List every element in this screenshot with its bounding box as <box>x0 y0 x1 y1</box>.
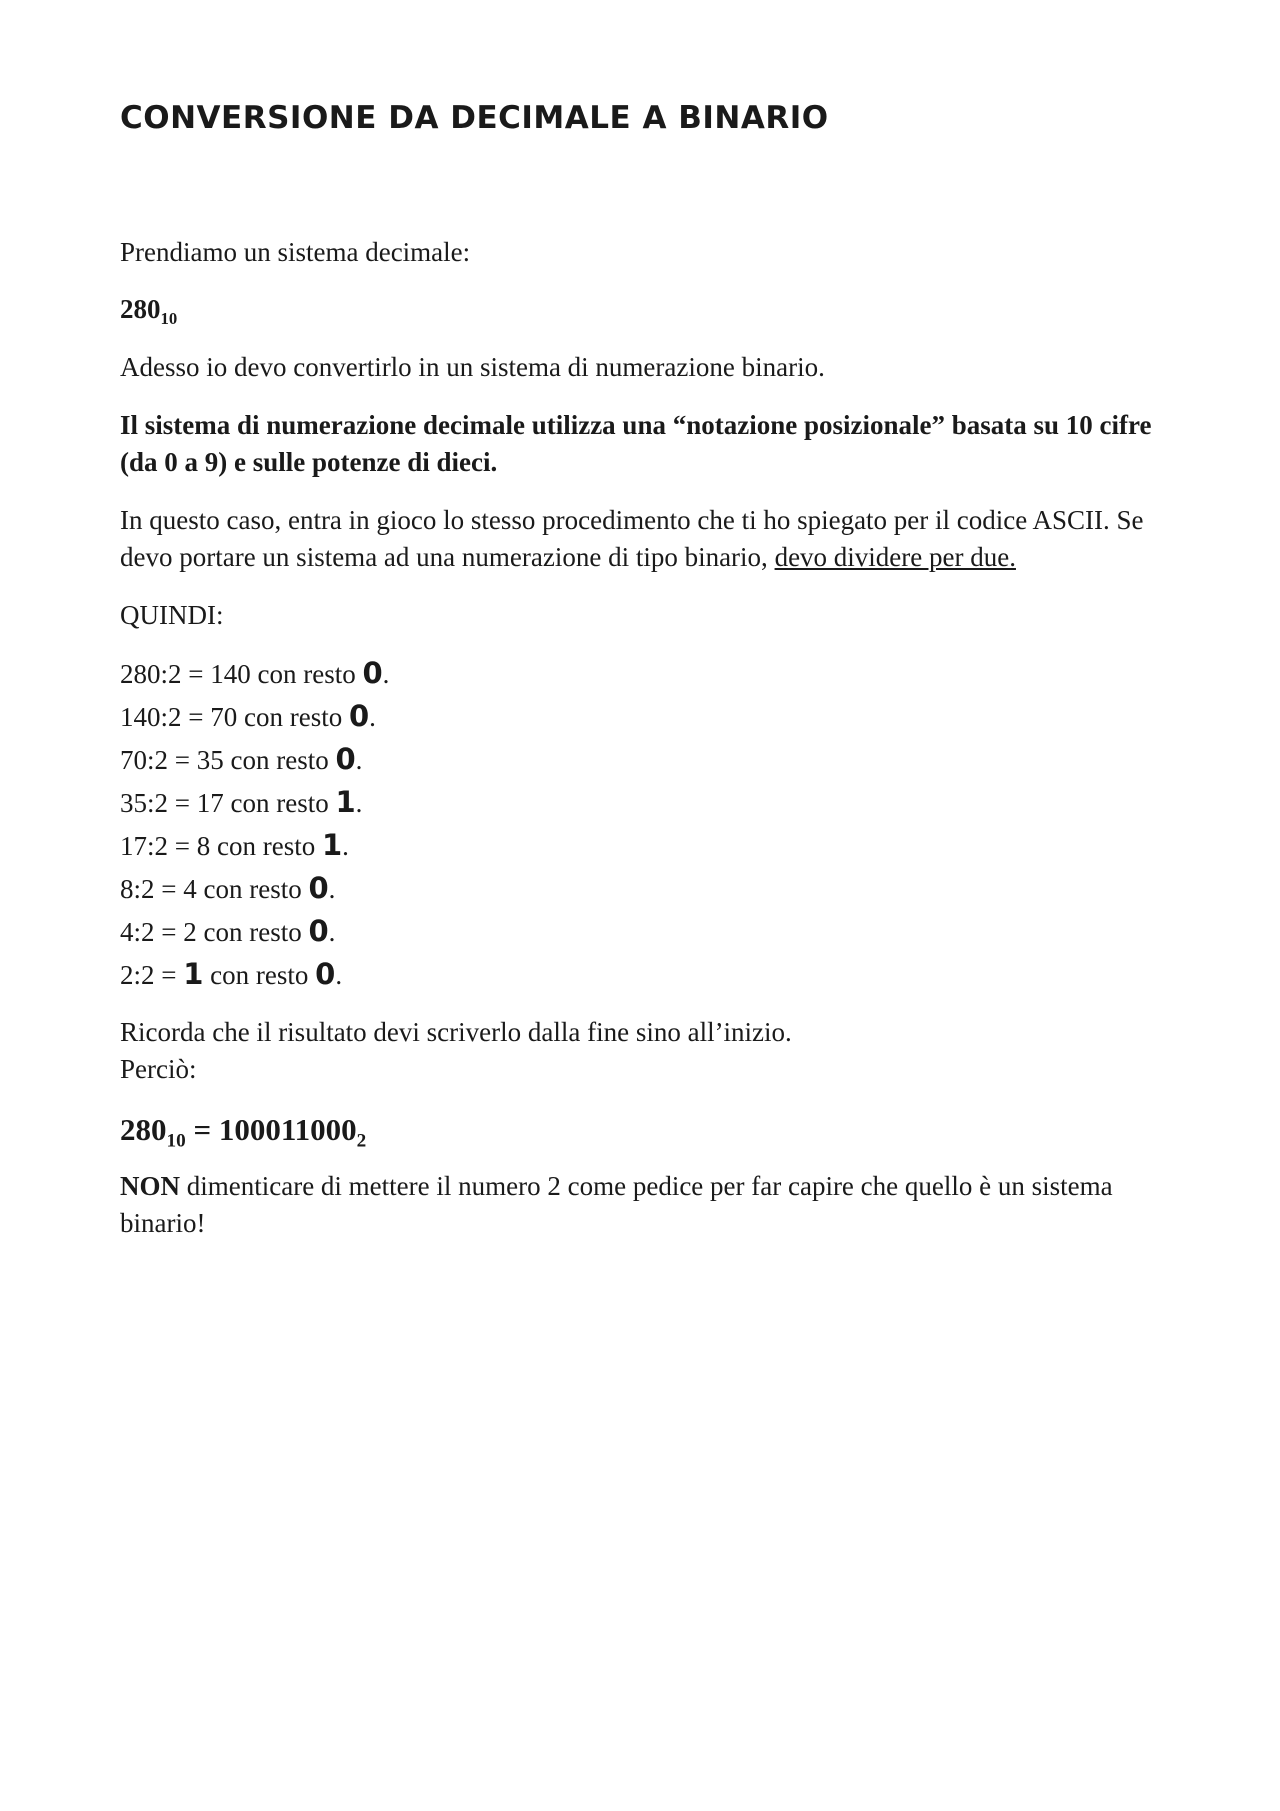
result-decimal-base: 10 <box>166 1130 186 1152</box>
step-remainder: 0 <box>335 742 356 777</box>
final-note-bold: NON <box>120 1171 180 1202</box>
step-text: 35:2 = 17 con resto <box>120 788 336 819</box>
percio-label: Perciò: <box>120 1054 197 1085</box>
step-line <box>120 652 1170 695</box>
reminder-text: Ricorda che il risultato devi scriverlo dalla fine sino all’inizio. <box>120 1017 792 1048</box>
step-remainder: 0 <box>308 914 329 949</box>
step-line <box>120 695 1170 738</box>
step-text: 140:2 = 70 con resto <box>120 702 349 733</box>
step-end: . <box>369 702 376 733</box>
step-remainder: 0 <box>315 957 336 992</box>
decimal-value: 280 <box>120 294 161 325</box>
document-title: CONVERSIONE DA DECIMALE A BINARIO <box>120 100 829 136</box>
step-end: . <box>355 745 363 776</box>
step-text: 4:2 = 2 con resto <box>120 917 309 948</box>
step-text: 280:2 = 140 con resto <box>120 659 363 690</box>
paragraph-2: Il sistema di numerazione decimale utilizza una “notazione posizionale” basata su 10 cifre (da 0 a 9) e sulle potenze di dieci. <box>120 410 1152 478</box>
paragraph-3-underlined: devo dividere per due. <box>774 542 1016 573</box>
result-binary: 100011000 <box>218 1112 357 1148</box>
step-remainder: 1 <box>321 828 343 863</box>
step-text: 70:2 = 35 con resto <box>120 745 336 776</box>
division-steps <box>120 652 1170 996</box>
step-end: . <box>335 960 343 991</box>
step-line <box>120 910 1170 953</box>
step-end: . <box>328 874 336 905</box>
intro-text: Prendiamo un sistema decimale: <box>120 237 471 268</box>
quindi-label: QUINDI: <box>120 600 224 631</box>
step-quotient: 1 <box>183 957 204 992</box>
step-remainder: 0 <box>348 699 370 734</box>
step-line <box>120 738 1170 781</box>
decimal-base: 10 <box>160 309 178 329</box>
step-remainder: 0 <box>308 871 329 906</box>
paragraph-1: Adesso io devo convertirlo in un sistema di numerazione binario. <box>120 352 825 383</box>
step-end: . <box>328 917 336 948</box>
final-note-text: dimenticare di mettere il numero 2 come pedice per far capire che quello è un sistema binario! <box>120 1171 1113 1239</box>
step-remainder: 0 <box>362 656 383 691</box>
result-equation <box>120 1110 1170 1150</box>
decimal-number <box>120 291 1170 328</box>
step-end: . <box>355 788 363 819</box>
step-line <box>120 824 1170 867</box>
step-line <box>120 781 1170 824</box>
result-equals: = <box>185 1112 219 1148</box>
paragraph-3 <box>120 502 1170 576</box>
step-line-last <box>120 953 1170 996</box>
step-text: 17:2 = 8 con resto <box>120 831 322 862</box>
step-line <box>120 867 1170 910</box>
document-page <box>120 100 1170 1242</box>
final-note <box>120 1168 1170 1242</box>
result-decimal: 280 <box>120 1112 167 1148</box>
result-binary-base: 2 <box>356 1130 367 1152</box>
step-end: . <box>382 659 390 690</box>
paragraph-3-text: In questo caso, entra in gioco lo stesso procedimento che ti ho spiegato per il codice ASCII. Se devo portare un sistema ad una numerazione di tipo binario, <box>120 505 1144 573</box>
step-text: 2:2 = <box>120 960 184 991</box>
step-remainder: 1 <box>335 785 356 820</box>
step-text: 8:2 = 4 con resto <box>120 874 309 905</box>
step-text-mid: con resto <box>203 960 316 991</box>
step-end: . <box>342 831 349 862</box>
